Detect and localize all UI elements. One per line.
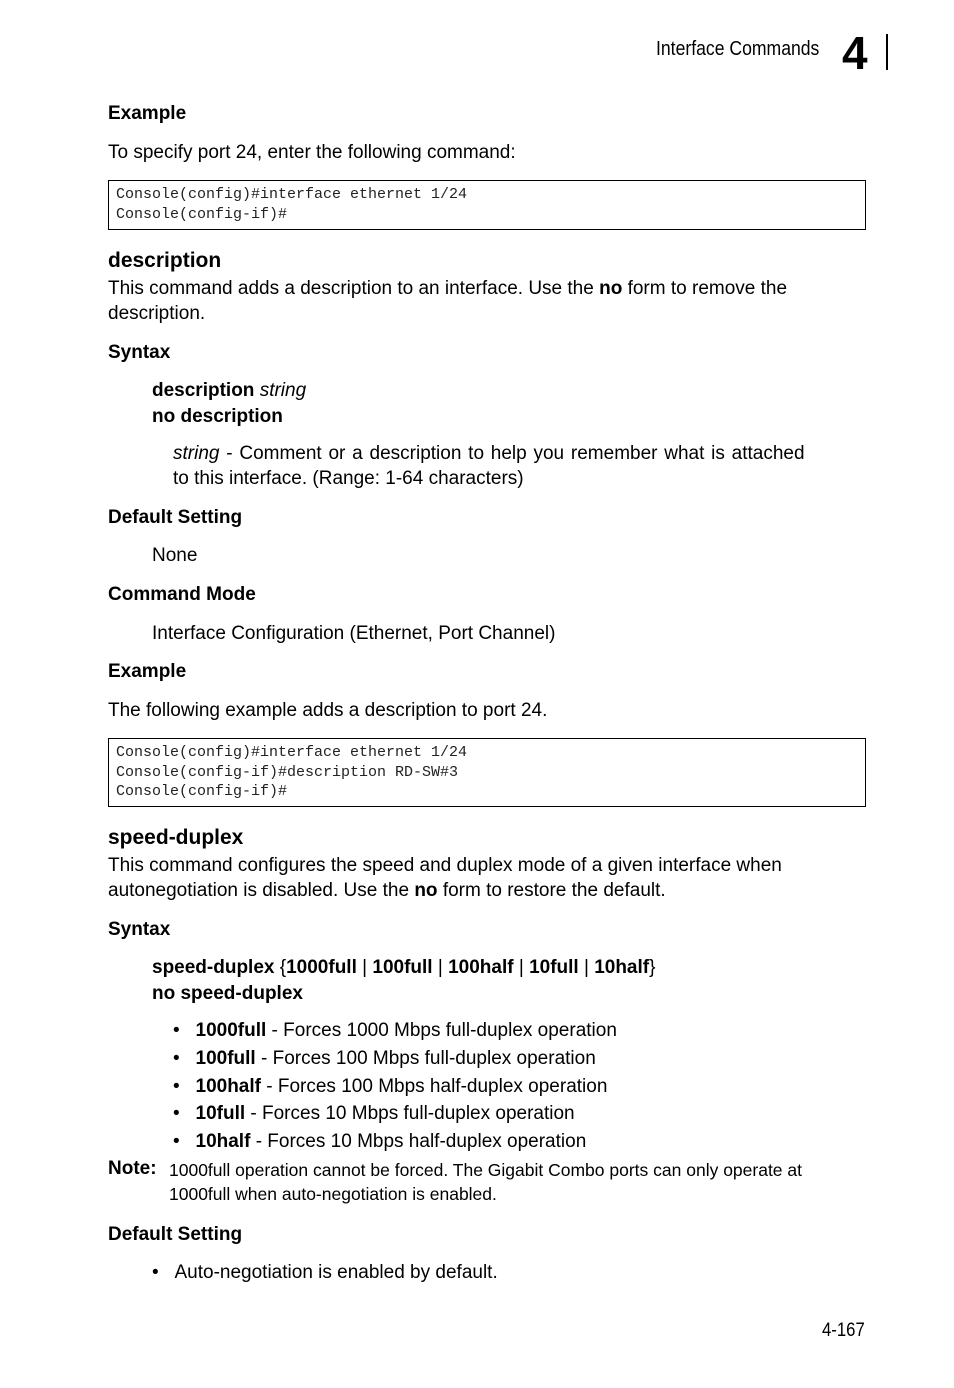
syntax-line <box>152 955 655 980</box>
bullet-icon: • <box>173 1103 180 1124</box>
intro-text: form to remove the <box>622 278 788 299</box>
speed-intro-line1: This command configures the speed and duplex mode of a given interface when <box>108 855 782 876</box>
code-block <box>108 738 866 807</box>
note-label: Note: <box>108 1158 157 1179</box>
list-item <box>173 1101 575 1126</box>
bullet-icon: • <box>173 1048 180 1069</box>
parameter-line1 <box>173 441 805 466</box>
bullet-icon: • <box>173 1131 180 1152</box>
intro-text: autonegotiation is disabled. Use the <box>108 880 415 901</box>
description-intro-line1 <box>108 276 787 301</box>
option-keyword: 10half <box>594 957 650 978</box>
description-intro-line2: description. <box>108 303 206 324</box>
speed-intro-line2 <box>108 878 666 903</box>
command-keyword: description <box>152 380 255 401</box>
bullet-icon: • <box>173 1076 180 1097</box>
code-line: Console(config)#interface ethernet 1/24 <box>116 744 468 761</box>
default-heading: Default Setting <box>108 1224 243 1245</box>
option-name: 100full <box>195 1048 256 1069</box>
mode-value: Interface Configuration (Ethernet, Port Channel) <box>152 623 556 644</box>
code-line: Console(config)#interface ethernet 1/24 <box>116 186 468 203</box>
option-desc: - Forces 100 Mbps full-duplex operation <box>255 1048 596 1069</box>
mode-heading: Command Mode <box>108 584 256 605</box>
intro-text: form to restore the default. <box>437 880 666 901</box>
list-item <box>173 1129 586 1154</box>
section-title: description <box>108 249 222 272</box>
code-line: Console(config-if)#description RD-SW#3 <box>116 763 459 781</box>
section-title: speed-duplex <box>108 826 244 849</box>
list-item <box>152 1260 498 1285</box>
code-line: Console(config-if)# <box>116 783 288 800</box>
parameter-name: string <box>173 443 220 464</box>
parameter-text: - Comment or a description to help you remember what is attached <box>219 443 805 464</box>
example-intro: To specify port 24, enter the following command: <box>108 142 516 163</box>
no-keyword: no <box>414 880 438 901</box>
option-keyword: 1000full <box>286 957 357 978</box>
option-name: 10half <box>195 1131 251 1152</box>
intro-text: This command adds a description to an interface. Use the <box>108 278 600 299</box>
note-line2: 1000full when auto-negotiation is enabled. <box>169 1184 497 1204</box>
separator: | <box>513 957 530 978</box>
syntax-no-line: no speed-duplex <box>152 983 303 1004</box>
brace: } <box>649 957 656 978</box>
option-name: 1000full <box>195 1020 267 1041</box>
command-argument: string <box>259 380 307 401</box>
bullet-icon: • <box>152 1262 159 1283</box>
separator: | <box>578 957 595 978</box>
option-name: 10full <box>195 1103 246 1124</box>
brace: { <box>274 957 287 978</box>
running-header: Interface Commands <box>656 38 820 60</box>
option-desc: - Forces 1000 Mbps full-duplex operation <box>266 1020 617 1041</box>
command-keyword: speed-duplex <box>152 957 275 978</box>
syntax-heading: Syntax <box>108 919 171 940</box>
separator: | <box>356 957 373 978</box>
list-item <box>173 1046 596 1071</box>
bullet-icon: • <box>173 1020 180 1041</box>
option-keyword: 100half <box>448 957 514 978</box>
page-number: 4-167 <box>822 1320 865 1341</box>
separator: | <box>432 957 449 978</box>
syntax-no-line: no description <box>152 406 283 427</box>
note-line1: 1000full operation cannot be forced. The Gigabit Combo ports can only operate at <box>169 1160 802 1180</box>
parameter-line2: to this interface. (Range: 1-64 characters) <box>173 468 524 489</box>
option-name: 100half <box>195 1076 261 1097</box>
option-keyword: 100full <box>372 957 433 978</box>
example-heading: Example <box>108 103 187 124</box>
example-intro: The following example adds a description to port 24. <box>108 700 548 721</box>
list-item <box>173 1074 607 1099</box>
default-value: Auto-negotiation is enabled by default. <box>174 1262 498 1283</box>
chapter-number: 4 <box>842 27 868 79</box>
code-block <box>108 180 866 230</box>
option-desc: - Forces 10 Mbps half-duplex operation <box>250 1131 587 1152</box>
default-heading: Default Setting <box>108 507 243 528</box>
example-heading: Example <box>108 661 187 682</box>
syntax-heading: Syntax <box>108 342 171 363</box>
option-desc: - Forces 10 Mbps full-duplex operation <box>245 1103 575 1124</box>
code-line: Console(config-if)# <box>116 205 288 223</box>
no-keyword: no <box>599 278 623 299</box>
option-desc: - Forces 100 Mbps half-duplex operation <box>260 1076 608 1097</box>
syntax-line <box>152 378 306 403</box>
option-keyword: 10full <box>529 957 579 978</box>
default-value: None <box>152 545 198 566</box>
list-item <box>173 1018 617 1043</box>
chapter-divider <box>886 34 888 70</box>
